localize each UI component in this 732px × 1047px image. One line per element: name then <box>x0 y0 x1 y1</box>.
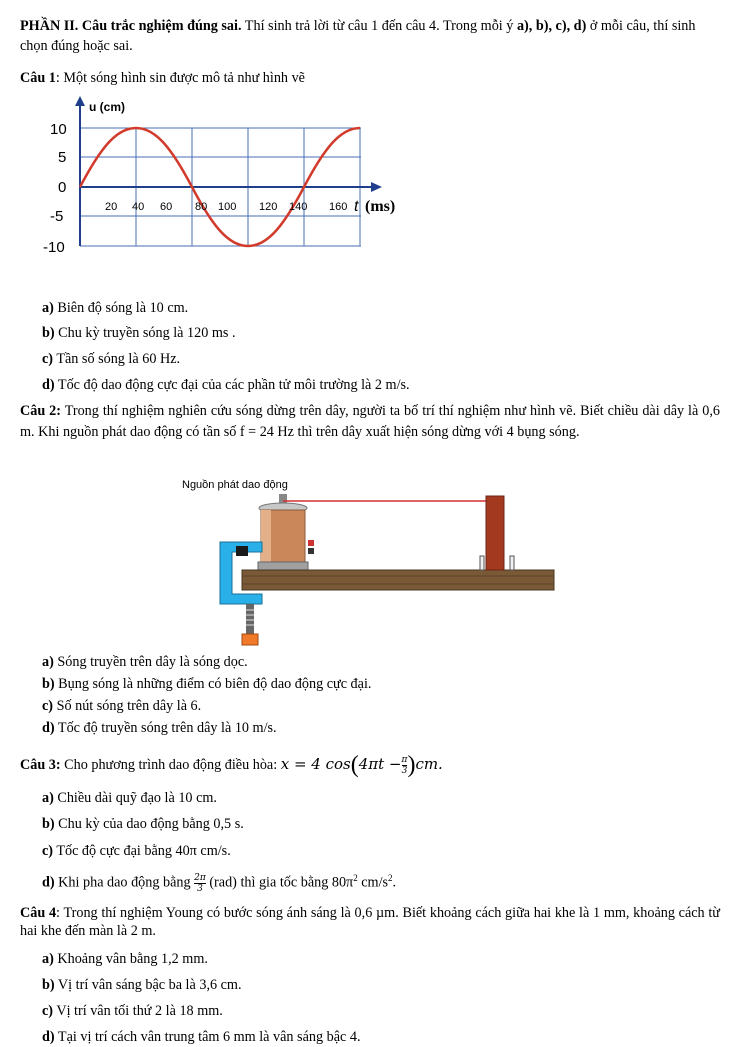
y-tick-minus-5: -5 <box>50 208 64 225</box>
q2-option-a <box>42 652 248 672</box>
peg-left <box>480 556 484 570</box>
question-1-text: : Một sóng hình sin được mô tả như hình vẽ <box>55 70 305 86</box>
x-tick-120: 120 <box>259 201 278 213</box>
option-label: b) <box>42 816 55 832</box>
option-text: Khi pha dao động bằng <box>54 874 195 891</box>
option-text: Sóng truyền trên dây là sóng dọc. <box>53 654 248 670</box>
option-text-3: cm/s <box>357 874 389 891</box>
q1-option-c <box>42 349 180 369</box>
q1-option-d <box>42 375 410 395</box>
intro-letters: a), b), c), d) <box>516 18 587 34</box>
terminal-red <box>308 540 314 546</box>
option-label: a) <box>42 654 54 670</box>
q3-option-d <box>42 865 396 896</box>
superscript-2: 2 <box>388 873 393 883</box>
terminal-black <box>308 548 314 554</box>
question-1-stem <box>20 68 720 89</box>
x-axis-variable: t <box>354 198 359 215</box>
question-3-stem <box>20 749 720 780</box>
option-label: c) <box>42 698 54 714</box>
option-text: Biên độ sóng là 10 cm. <box>53 300 189 316</box>
q3-option-c <box>42 841 231 861</box>
option-label: b) <box>42 325 55 341</box>
clamp-screw <box>246 604 254 634</box>
question-2-text: Trong thí nghiệm nghiên cứu sóng dừng trên dây, người ta bố trí thí nghiệm như hình vẽ. Biết chiều dài dây là 0,6 m. Khi nguồn phát dao động có tần số f = 24 Hz thì trên dây xuất hiện sóng dừng với 4 bụng sóng. <box>20 403 720 440</box>
superscript: 2 <box>353 873 358 883</box>
frac-den: 3 <box>194 883 206 894</box>
q1-option-a <box>42 298 188 318</box>
question-4-label: Câu 4 <box>20 905 57 921</box>
option-label: c) <box>42 1003 54 1019</box>
clamp-pad <box>236 546 248 556</box>
x-tick-20: 20 <box>105 201 118 213</box>
y-tick-labels <box>43 121 67 256</box>
option-text: Tốc độ dao động cực đại của các phần tử môi trường là 2 m/s. <box>54 377 410 393</box>
fixed-post <box>486 496 504 570</box>
option-label: b) <box>42 977 55 993</box>
question-4-stem <box>20 904 720 940</box>
question-4-text: : Trong thí nghiệm Young có bước sóng ánh sáng là 0,6 µm. Biết khoảng cách giữa hai khe là 1 mm, khoảng cách từ hai khe đến màn là 2 m. <box>20 905 720 939</box>
source-caption: Nguồn phát dao động <box>182 479 288 491</box>
option-label: a) <box>42 951 54 967</box>
option-text: Tần số sóng là 60 Hz. <box>53 351 181 367</box>
x-tick-40: 40 <box>132 201 145 213</box>
q4-option-d <box>42 1027 361 1047</box>
x-tick-80: 80 <box>195 201 208 213</box>
y-axis-arrow <box>75 96 85 106</box>
frac-den: 3 <box>401 766 408 777</box>
question-1-label: Câu 1 <box>20 70 56 86</box>
option-text: Chu kỳ truyền sóng là 120 ms . <box>54 325 236 341</box>
coil-base <box>258 562 308 570</box>
option-label: d) <box>42 1029 55 1045</box>
option-text-4: . <box>392 874 397 891</box>
question-2-label: Câu 2: <box>20 403 61 419</box>
question-3-label: Câu 3: <box>20 757 61 773</box>
option-label: b) <box>42 676 55 692</box>
equation-prefix: x = 4 cos <box>280 755 351 773</box>
sine-wave-graph <box>40 94 420 269</box>
option-text-2: (rad) thì gia tốc bằng 80π <box>205 874 354 891</box>
q4-option-b <box>42 975 242 995</box>
x-axis-arrow <box>371 182 382 192</box>
option-label: a) <box>42 790 54 806</box>
q1-option-b <box>42 323 236 343</box>
option-label: a) <box>42 300 54 316</box>
option-label: c) <box>42 351 54 367</box>
option-text: Tốc độ cực đại bằng 40π cm/s. <box>53 843 231 859</box>
option-text: Chiều dài quỹ đạo là 10 cm. <box>53 790 217 806</box>
option-label: c) <box>42 843 54 859</box>
option-text: Vị trí vân tối thứ 2 là 18 mm. <box>53 1003 223 1019</box>
phase-fraction <box>194 873 206 894</box>
q2-option-c <box>42 696 201 716</box>
option-label: d) <box>42 874 55 891</box>
option-text: Tại vị trí cách vân trung tâm 6 mm là vân sáng bậc 4. <box>54 1029 361 1045</box>
option-label: d) <box>42 377 55 393</box>
q2-option-b <box>42 674 371 694</box>
x-tick-160: 160 <box>329 201 348 213</box>
section-intro <box>20 16 720 56</box>
x-tick-labels <box>105 201 347 213</box>
peg-right <box>510 556 514 570</box>
option-text: Bụng sóng là những điểm có biên độ dao động cực đại. <box>54 676 372 692</box>
equation-inner: 4πt − <box>358 755 402 773</box>
option-text: Chu kỳ của dao động bằng 0,5 s. <box>54 816 244 832</box>
question-2-stem <box>20 401 720 443</box>
q3-option-b <box>42 814 244 834</box>
y-tick-5: 5 <box>58 149 67 166</box>
option-text: Vị trí vân sáng bậc ba là 3,6 cm. <box>54 977 242 993</box>
frac-num: π <box>401 755 408 766</box>
q4-option-c <box>42 1001 223 1021</box>
question-3-text: Cho phương trình dao động điều hòa: <box>60 757 281 773</box>
option-label: d) <box>42 720 55 736</box>
intro-text: Thí sinh trả lời từ câu 1 đến câu 4. Trong mỗi ý <box>241 18 517 34</box>
paren-open: ( <box>350 752 359 778</box>
intro-text-2: ở mỗi câu, thí sinh chọn đúng hoặc sai. <box>20 18 696 54</box>
coil-highlight <box>261 510 271 564</box>
standing-wave-apparatus <box>180 476 560 648</box>
wooden-board <box>242 570 554 590</box>
equation-unit: cm. <box>415 755 443 773</box>
option-text: Số nút sóng trên dây là 6. <box>53 698 202 714</box>
x-tick-140: 140 <box>289 201 308 213</box>
y-axis-label: u (cm) <box>89 100 125 114</box>
x-axis-unit: (ms) <box>365 198 396 215</box>
y-tick-minus-10: -10 <box>43 239 65 256</box>
frac-num: 2π <box>194 872 206 883</box>
y-tick-10: 10 <box>50 121 67 138</box>
clamp-handle <box>242 634 258 645</box>
q2-option-d <box>42 718 277 738</box>
option-text: Tốc độ truyền sóng trên dây là 10 m/s. <box>54 720 277 736</box>
q3-option-a <box>42 788 217 808</box>
y-tick-0: 0 <box>58 179 67 196</box>
option-text: Khoảng vân bằng 1,2 mm. <box>53 951 208 967</box>
x-tick-60: 60 <box>160 201 173 213</box>
paren-close: ) <box>407 752 416 778</box>
x-tick-100: 100 <box>218 201 237 213</box>
q4-option-a <box>42 949 208 969</box>
section-title: PHẦN II. Câu trắc nghiệm đúng sai. <box>20 18 242 34</box>
